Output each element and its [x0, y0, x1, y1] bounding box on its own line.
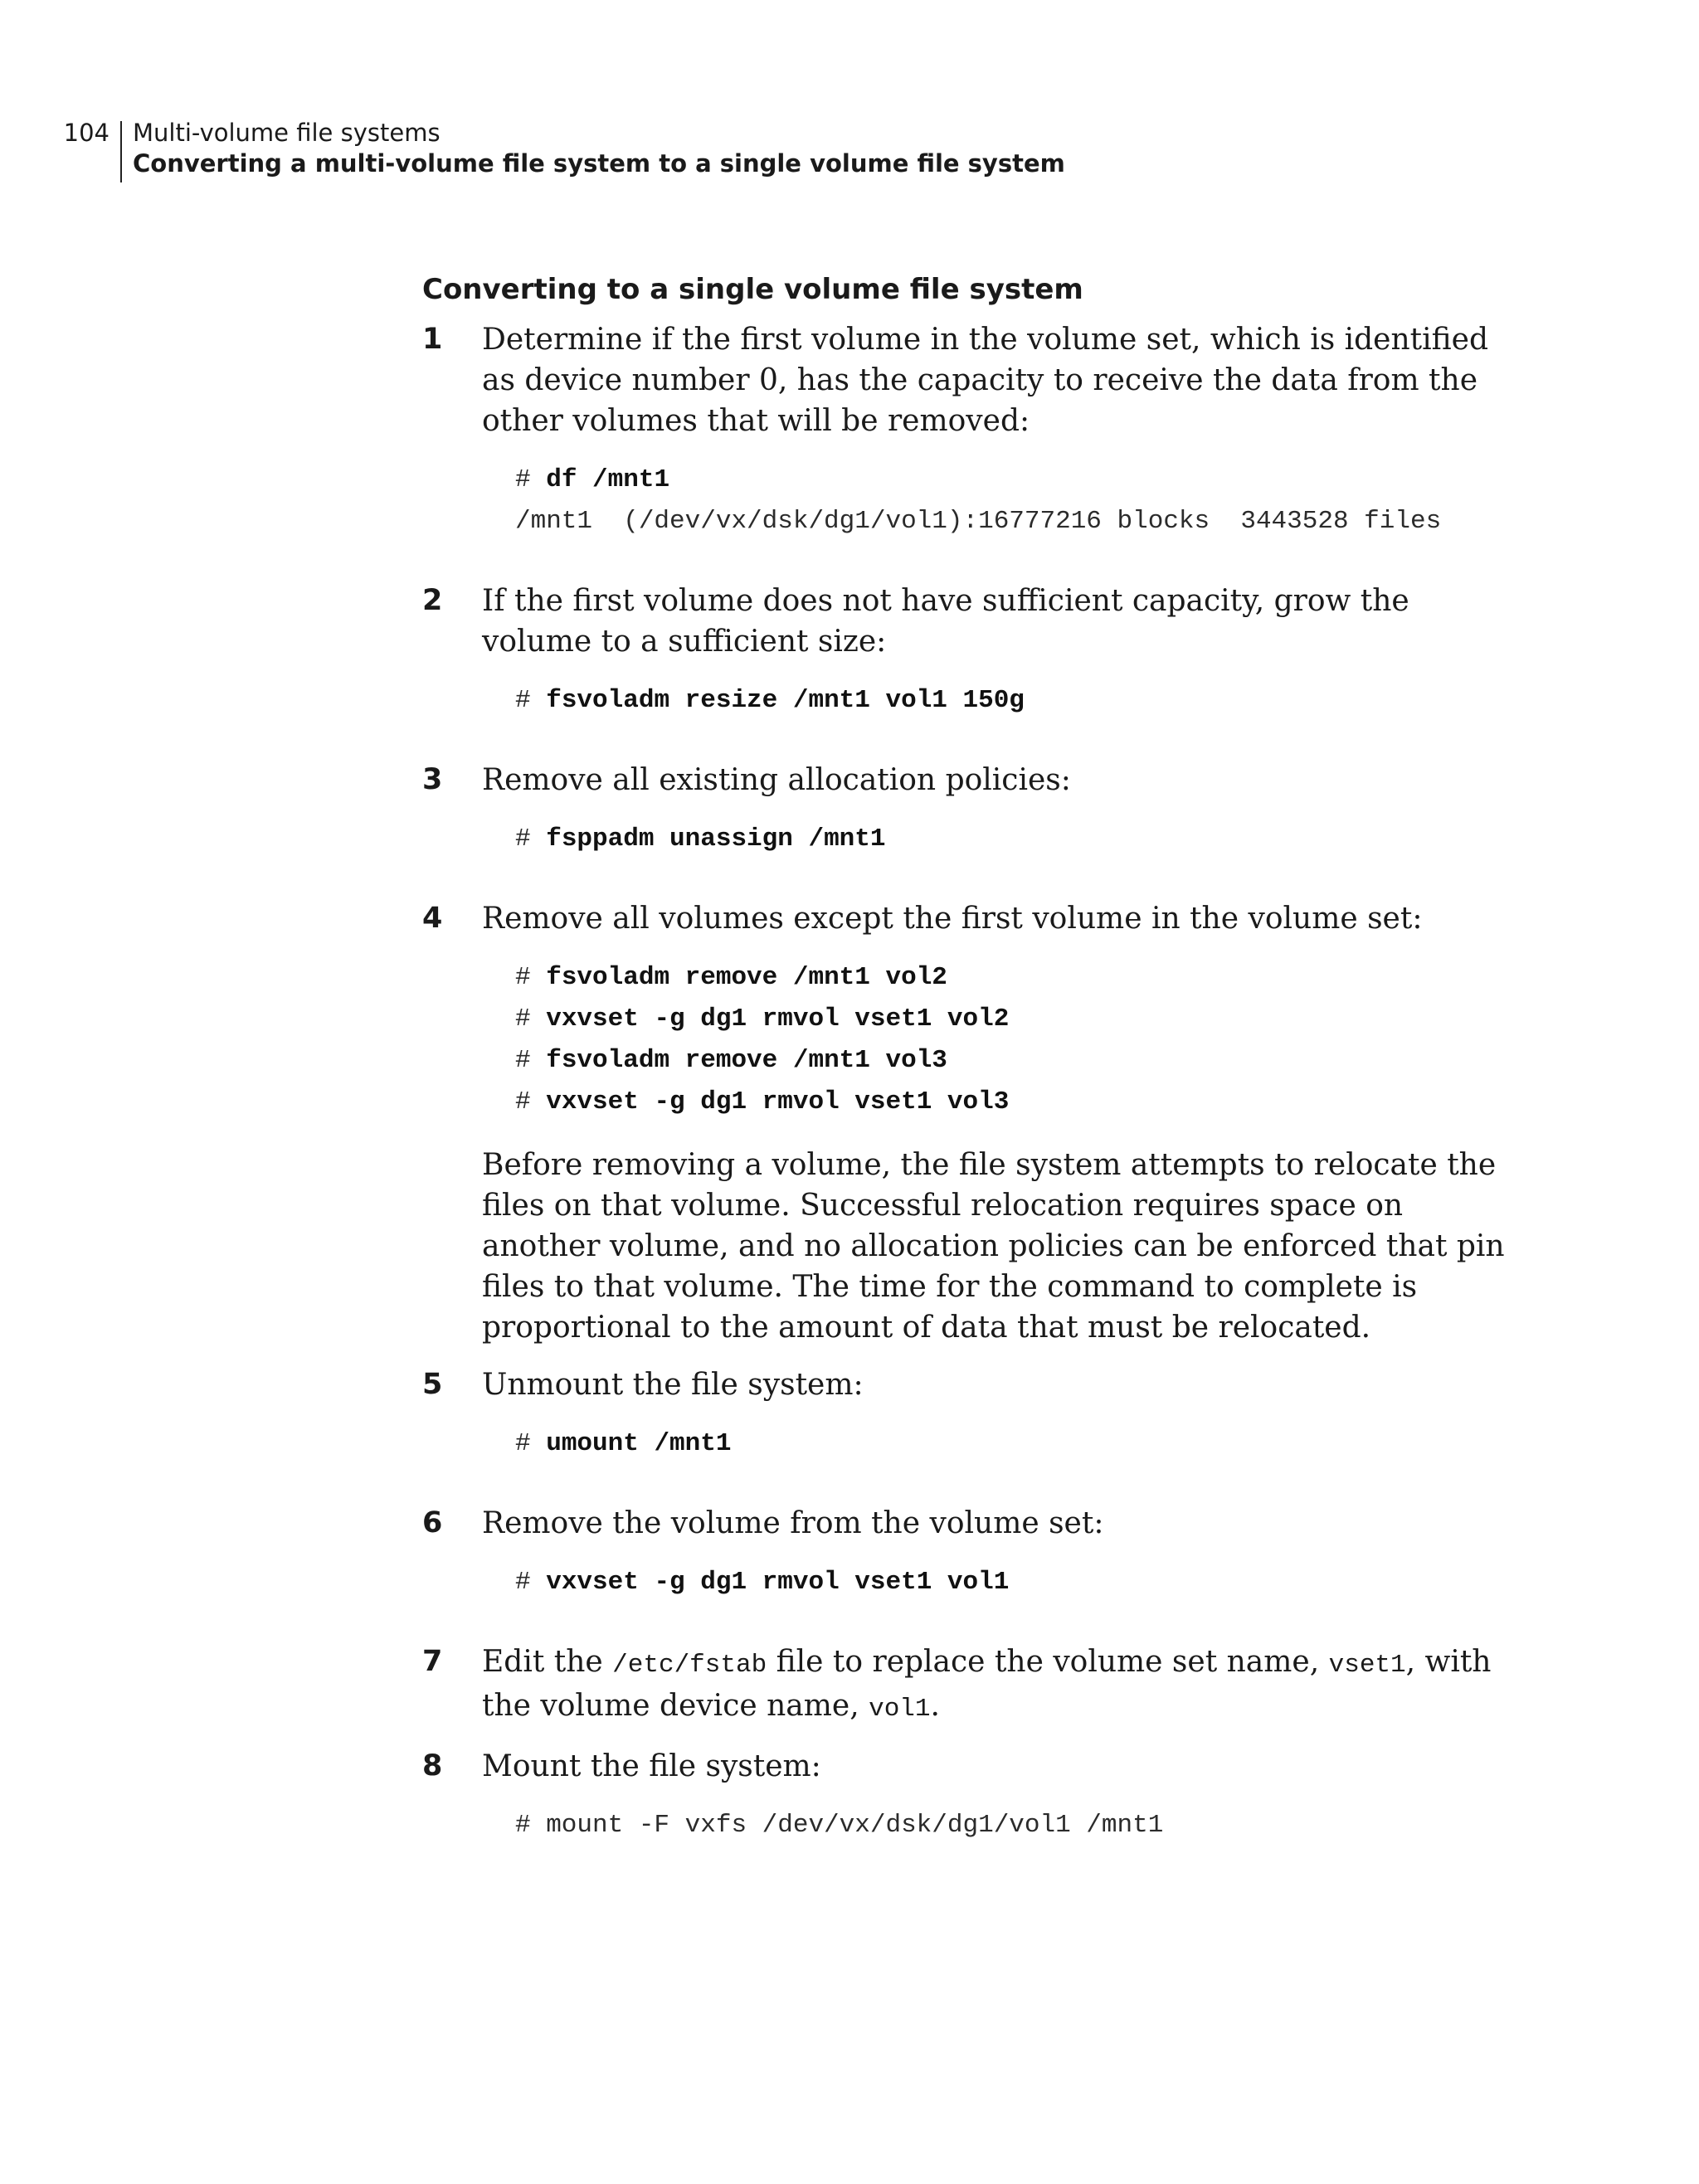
step-text: Remove the volume from the volume set:	[482, 1506, 1104, 1540]
step-text: Remove all existing allocation policies:	[482, 763, 1071, 797]
code-line	[515, 460, 1517, 501]
prompt: #	[515, 1429, 547, 1458]
command: vxvset -g dg1 rmvol vset1 vol2	[546, 1004, 1010, 1034]
prompt: #	[515, 1568, 547, 1597]
code-block	[515, 460, 1517, 542]
prompt: #	[515, 963, 547, 992]
command: fsvoladm remove /mnt1 vol2	[546, 963, 947, 992]
step-item	[422, 1364, 1517, 1465]
code-line	[515, 680, 1517, 722]
code-line	[515, 1805, 1517, 1846]
code-block	[515, 957, 1517, 1123]
header-section: Multi-volume file systems	[133, 119, 441, 147]
code-line	[515, 1562, 1517, 1603]
step-text	[482, 1642, 1517, 1729]
command: df /mnt1	[546, 465, 670, 494]
command: vxvset -g dg1 rmvol vset1 vol3	[546, 1087, 1010, 1116]
step-text: Mount the file system:	[482, 1749, 821, 1783]
output: /mnt1 (/dev/vx/dsk/dg1/vol1):16777216 blocks 3443528 files	[515, 507, 1442, 536]
step-item	[422, 1503, 1517, 1603]
prompt: #	[515, 1087, 547, 1116]
main-content	[422, 271, 1517, 1885]
inline-code: vol1	[869, 1695, 931, 1724]
step-number: 7	[422, 1645, 443, 1678]
output: # mount -F vxfs /dev/vx/dsk/dg1/vol1 /mnt1	[515, 1811, 1164, 1840]
text-run: Edit the	[482, 1645, 613, 1679]
text-run: , with the volume device name,	[482, 1645, 1492, 1723]
step-item	[422, 319, 1517, 542]
prompt: #	[515, 824, 547, 854]
code-line	[515, 1082, 1517, 1123]
step-number: 5	[422, 1368, 443, 1401]
text-run: file to replace the volume set name,	[767, 1645, 1329, 1679]
step-text: Determine if the first volume in the volume set, which is identified as device number 0, has the capacity to receive the data from the other volumes that will be removed:	[482, 323, 1489, 438]
code-block	[515, 1423, 1517, 1465]
step-item	[422, 581, 1517, 722]
step-text: If the first volume does not have sufficient capacity, grow the volume to a sufficient size:	[482, 584, 1409, 659]
steps-list	[422, 319, 1517, 1885]
code-line	[515, 957, 1517, 999]
inline-code: /etc/fstab	[612, 1651, 767, 1680]
code-block	[515, 1562, 1517, 1603]
step-note: Before removing a volume, the file system attempts to relocate the files on that volume. Successful relocation requires space on another volume, and no allocation policies can be enforced that pin files to that volume. The time for the command to complete is proportional to the amount of data that must be relocated.	[482, 1148, 1505, 1345]
code-line	[515, 1423, 1517, 1465]
command: vxvset -g dg1 rmvol vset1 vol1	[546, 1568, 1010, 1597]
prompt: #	[515, 686, 547, 715]
header-title: Converting a multi-volume file system to a single volume file system	[133, 149, 1065, 178]
step-number: 3	[422, 763, 443, 796]
step-number: 6	[422, 1506, 443, 1540]
prompt: #	[515, 465, 547, 494]
step-number: 4	[422, 902, 443, 935]
prompt: #	[515, 1046, 547, 1075]
command: fsppadm unassign /mnt1	[546, 824, 886, 854]
text-run: .	[930, 1689, 940, 1723]
step-number: 8	[422, 1749, 443, 1783]
code-block	[515, 819, 1517, 860]
step-item	[422, 898, 1517, 1348]
command: fsvoladm remove /mnt1 vol3	[546, 1046, 947, 1075]
command: fsvoladm resize /mnt1 vol1 150g	[546, 686, 1025, 715]
step-item	[422, 760, 1517, 860]
code-line	[515, 1040, 1517, 1082]
step-number: 1	[422, 323, 443, 356]
step-item	[422, 1642, 1517, 1729]
procedure-title: Converting to a single volume file system	[422, 273, 1083, 306]
page-number: 104	[63, 119, 110, 147]
code-block	[515, 1805, 1517, 1846]
inline-code: vset1	[1328, 1651, 1406, 1680]
step-text: Remove all volumes except the first volume in the volume set:	[482, 902, 1423, 936]
step-number: 2	[422, 584, 443, 617]
header-divider	[120, 121, 122, 182]
code-line	[515, 819, 1517, 860]
code-block	[515, 680, 1517, 722]
step-item	[422, 1746, 1517, 1846]
code-line	[515, 999, 1517, 1040]
command: umount /mnt1	[546, 1429, 732, 1458]
step-text: Unmount the file system:	[482, 1368, 864, 1402]
prompt: #	[515, 1004, 547, 1034]
header-text	[133, 118, 1065, 179]
code-line	[515, 501, 1517, 542]
